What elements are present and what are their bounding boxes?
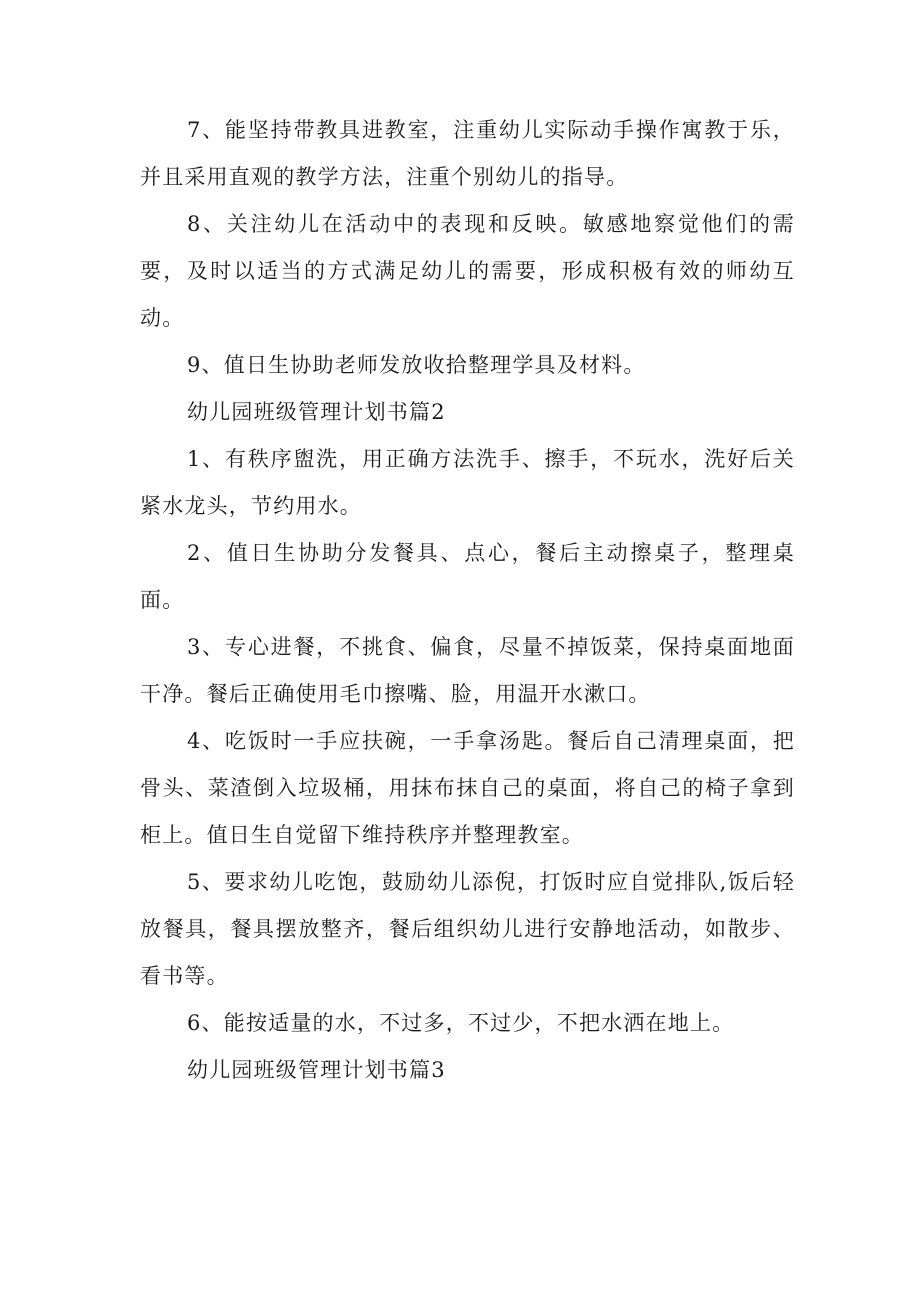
paragraph-item-6: 6、能按适量的水，不过多，不过少，不把水洒在地上。 (187, 1011, 735, 1035)
paragraph-item-3: 3、专心进餐，不挑食、偏食，尽量不掉饭菜，保持桌面地面干净。餐后正确使用毛巾擦嘴、脸，用温开水漱口。 (140, 635, 795, 706)
document-body (140, 107, 795, 1094)
paragraph-item-5: 5、要求幼儿吃饱，鼓励幼儿添倪，打饭时应自觉排队,饭后轻放餐具，餐具摆放整齐，餐后组织幼儿进行安静地活动，如散步、看书等。 (140, 870, 795, 988)
paragraph-item-8: 8、关注幼儿在活动中的表现和反映。敏感地察觉他们的需要，及时以适当的方式满足幼儿的需要，形成积极有效的师幼互动。 (140, 212, 795, 330)
paragraph-item-4: 4、吃饭时一手应扶碗，一手拿汤匙。餐后自己清理桌面，把骨头、菜渣倒入垃圾桶，用抹布抹自己的桌面，将自己的椅子拿到柜上。值日生自觉留下维持秩序并整理教室。 (140, 729, 795, 847)
section-heading-3: 幼儿园班级管理计划书篇3 (187, 1058, 446, 1082)
paragraph-item-2: 2、值日生协助分发餐具、点心，餐后主动擦桌子，整理桌面。 (140, 541, 795, 612)
paragraph-item-7: 7、能坚持带教具进教室，注重幼儿实际动手操作寓教于乐，并且采用直观的教学方法，注重个别幼儿的指导。 (140, 118, 795, 189)
paragraph-item-1: 1、有秩序盥洗，用正确方法洗手、擦手，不玩水，洗好后关紧水龙头，节约用水。 (140, 447, 795, 518)
paragraph-item-9: 9、值日生协助老师发放收拾整理学具及材料。 (187, 353, 646, 377)
section-heading-2: 幼儿园班级管理计划书篇2 (187, 400, 446, 424)
